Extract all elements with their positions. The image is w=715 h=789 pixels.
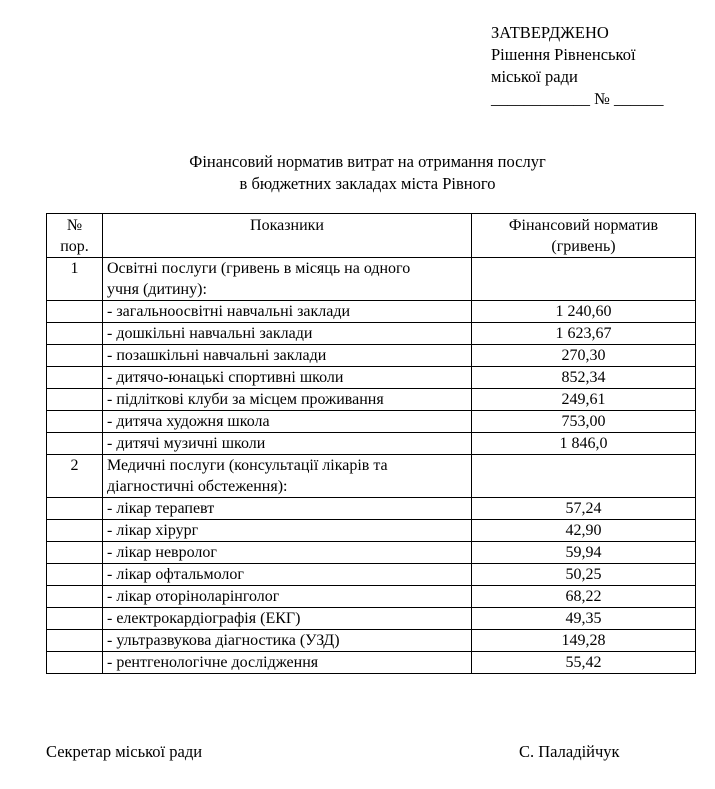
approval-number-line: ____________ № ______: [491, 89, 664, 108]
row-number-empty: [47, 542, 103, 564]
row-indicator: - електрокардіографія (ЕКГ): [103, 608, 472, 630]
table-row: [47, 301, 696, 323]
row-number-empty: [47, 367, 103, 389]
row-number-empty: [47, 323, 103, 345]
row-indicator: - рентгенологічне дослідження: [103, 652, 472, 674]
row-norm-value: 55,42: [472, 652, 696, 674]
section-title-line: Освітні послуги (гривень в місяць на одного: [107, 260, 411, 277]
table-row: [47, 323, 696, 345]
row-number-empty: [47, 301, 103, 323]
row-number-empty: [47, 586, 103, 608]
header-number-abbr: пор.: [60, 238, 89, 255]
row-number-empty: [47, 345, 103, 367]
table-row: [47, 411, 696, 433]
row-indicator: - підліткові клуби за місцем проживання: [103, 389, 472, 411]
row-number-empty: [47, 433, 103, 455]
row-norm-value: 1 846,0: [472, 433, 696, 455]
table-row: [47, 586, 696, 608]
section-title-line: учня (дитину):: [107, 281, 207, 298]
row-indicator: - лікар офтальмолог: [103, 564, 472, 586]
table-row: [47, 433, 696, 455]
table-row: [47, 367, 696, 389]
row-norm-value: 249,61: [472, 389, 696, 411]
approval-block: [491, 22, 701, 110]
header-number-symbol: №: [66, 217, 83, 234]
row-number-empty: [47, 652, 103, 674]
section-title-line: діагностичні обстеження):: [107, 478, 288, 495]
section-title: [103, 455, 472, 498]
row-norm-value: 49,35: [472, 608, 696, 630]
row-norm-value: 149,28: [472, 630, 696, 652]
approval-council: міської ради: [491, 67, 578, 86]
row-indicator: - ультразвукова діагностика (УЗД): [103, 630, 472, 652]
row-number-empty: [47, 564, 103, 586]
table-header-row: [47, 214, 696, 258]
section-number: 2: [47, 455, 103, 498]
row-number-empty: [47, 498, 103, 520]
row-norm-value: 1 623,67: [472, 323, 696, 345]
table-row: [47, 630, 696, 652]
row-norm-value: 57,24: [472, 498, 696, 520]
document-title: [0, 151, 715, 195]
row-indicator: - дитячі музичні школи: [103, 433, 472, 455]
row-norm-value: 50,25: [472, 564, 696, 586]
table-row: [47, 520, 696, 542]
row-number-empty: [47, 411, 103, 433]
header-indicators: Показники: [103, 214, 472, 258]
approval-decision: Рішення Рівненської: [491, 45, 636, 64]
row-indicator: - лікар оторіноларінголог: [103, 586, 472, 608]
row-norm-value: 68,22: [472, 586, 696, 608]
table-row: [47, 345, 696, 367]
section-header-row: [47, 455, 696, 498]
financial-norms-table: [46, 213, 696, 674]
row-number-empty: [47, 608, 103, 630]
row-indicator: - дошкільні навчальні заклади: [103, 323, 472, 345]
table-row: [47, 608, 696, 630]
row-norm-value: 270,30: [472, 345, 696, 367]
header-norm-title: Фінансовий норматив: [508, 217, 659, 234]
header-number: [47, 214, 103, 258]
row-number-empty: [47, 630, 103, 652]
row-norm-value: 59,94: [472, 542, 696, 564]
table-row: [47, 652, 696, 674]
header-norm-unit: (гривень): [551, 238, 616, 255]
table-body: [47, 258, 696, 674]
row-indicator: - лікар невролог: [103, 542, 472, 564]
row-norm-value: 1 240,60: [472, 301, 696, 323]
table-row: [47, 498, 696, 520]
row-norm-value: 42,90: [472, 520, 696, 542]
row-norm-value: 753,00: [472, 411, 696, 433]
row-indicator: - дитячо-юнацькі спортивні школи: [103, 367, 472, 389]
header-norm: [472, 214, 696, 258]
document-title-line-2: в бюджетних закладах міста Рівного: [239, 174, 496, 193]
row-indicator: - лікар терапевт: [103, 498, 472, 520]
section-header-row: [47, 258, 696, 301]
row-indicator: - позашкільні навчальні заклади: [103, 345, 472, 367]
secretary-name: С. Паладійчук: [519, 742, 620, 761]
row-number-empty: [47, 389, 103, 411]
section-title: [103, 258, 472, 301]
section-number: 1: [47, 258, 103, 301]
section-value-empty: [472, 455, 696, 498]
table-row: [47, 389, 696, 411]
row-norm-value: 852,34: [472, 367, 696, 389]
section-value-empty: [472, 258, 696, 301]
approval-heading: ЗАТВЕРДЖЕНО: [491, 23, 609, 42]
table-row: [47, 542, 696, 564]
row-indicator: - дитяча художня школа: [103, 411, 472, 433]
secretary-label: Секретар міської ради: [46, 742, 203, 761]
row-number-empty: [47, 520, 103, 542]
section-title-line: Медичні послуги (консультації лікарів та: [107, 457, 388, 474]
row-indicator: - загальноосвітні навчальні заклади: [103, 301, 472, 323]
document-title-line-1: Фінансовий норматив витрат на отримання послуг: [189, 152, 546, 171]
row-indicator: - лікар хірург: [103, 520, 472, 542]
table-row: [47, 564, 696, 586]
